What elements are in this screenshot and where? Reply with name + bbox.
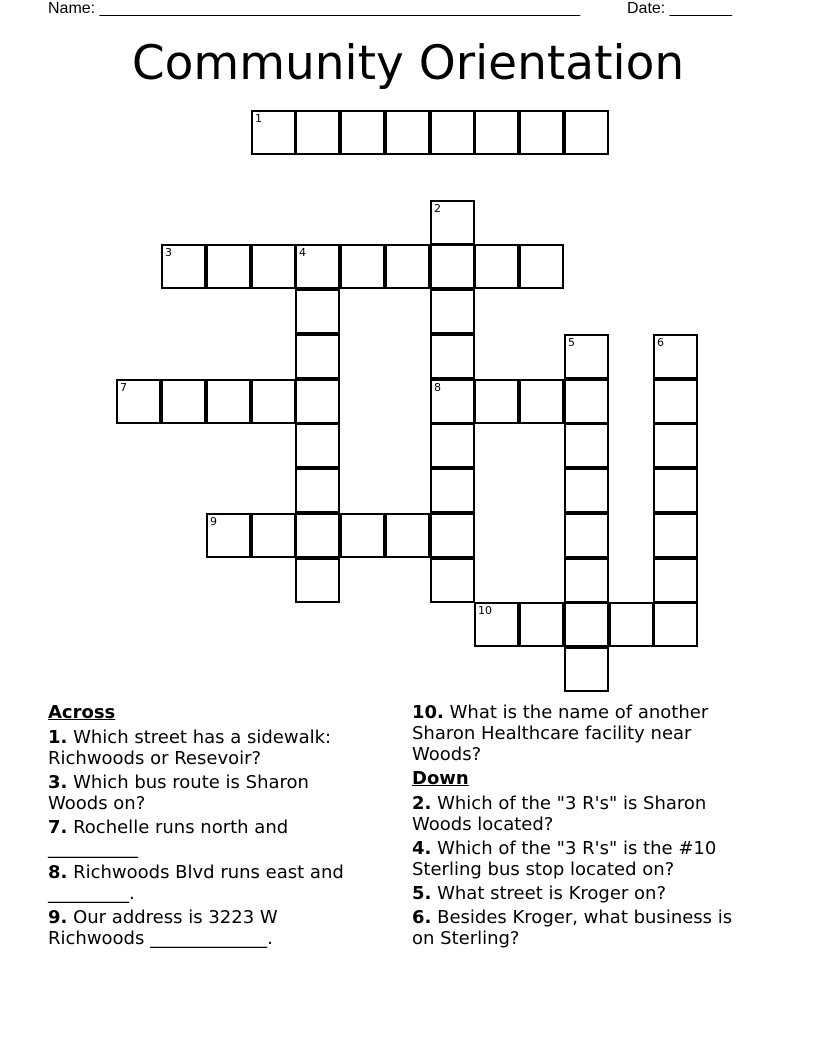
grid-cell[interactable] [251, 110, 296, 155]
clue-number: 10 [478, 604, 492, 617]
grid-cell[interactable] [653, 468, 698, 513]
page-title: Community Orientation [131, 36, 685, 91]
grid-cell[interactable] [564, 513, 609, 558]
date-field[interactable]: Date: _______ [627, 0, 732, 17]
grid-cell[interactable] [653, 558, 698, 603]
name-field[interactable]: Name: ______________________________________________________ [48, 0, 581, 17]
down-clue-4: 4. Which of the "3 R's" is the #10 Sterling bus stop located on? [412, 838, 717, 880]
grid-cell[interactable] [564, 468, 609, 513]
grid-cell[interactable] [653, 334, 698, 379]
grid-cell[interactable] [251, 244, 296, 289]
clues-left-column [48, 702, 368, 952]
grid-cell[interactable] [519, 110, 564, 155]
grid-cell[interactable] [430, 110, 475, 155]
grid-cell[interactable] [430, 513, 475, 558]
grid-cell[interactable] [474, 602, 519, 647]
grid-cell[interactable] [564, 334, 609, 379]
grid-cell[interactable] [430, 468, 475, 513]
grid-cell[interactable] [430, 289, 475, 334]
grid-cell[interactable] [385, 110, 430, 155]
clue-number: 1 [255, 112, 262, 125]
grid-cell[interactable] [251, 379, 296, 424]
across-clue-3: 3. Which bus route is Sharon Woods on? [48, 772, 309, 814]
grid-cell[interactable] [609, 602, 654, 647]
grid-cell[interactable] [161, 244, 206, 289]
grid-cell[interactable] [340, 244, 385, 289]
clues-right-column [412, 702, 752, 952]
grid-cell[interactable] [295, 244, 340, 289]
grid-cell[interactable] [474, 110, 519, 155]
grid-cell[interactable] [474, 379, 519, 424]
grid-cell[interactable] [564, 602, 609, 647]
grid-cell[interactable] [295, 423, 340, 468]
clue-number: 5 [568, 336, 575, 349]
across-clue-8: 8. Richwoods Blvd runs east and _________. [48, 862, 344, 904]
grid-cell[interactable] [340, 513, 385, 558]
grid-cell[interactable] [653, 513, 698, 558]
grid-cell[interactable] [653, 379, 698, 424]
grid-cell[interactable] [653, 602, 698, 647]
grid-cell[interactable] [519, 244, 564, 289]
clue-number: 7 [120, 381, 127, 394]
grid-cell[interactable] [161, 379, 206, 424]
across-clue-7: 7. Rochelle runs north and __________ [48, 817, 289, 859]
grid-cell[interactable] [430, 334, 475, 379]
grid-cell[interactable] [295, 110, 340, 155]
grid-cell[interactable] [251, 513, 296, 558]
grid-cell[interactable] [385, 513, 430, 558]
grid-cell[interactable] [564, 558, 609, 603]
grid-cell[interactable] [474, 244, 519, 289]
grid-cell[interactable] [295, 334, 340, 379]
grid-cell[interactable] [430, 200, 475, 245]
grid-cell[interactable] [430, 244, 475, 289]
grid-cell[interactable] [340, 110, 385, 155]
grid-cell[interactable] [430, 558, 475, 603]
grid-cell[interactable] [295, 468, 340, 513]
clue-number: 2 [434, 202, 441, 215]
clue-number: 8 [434, 381, 441, 394]
down-heading: Down [412, 768, 469, 789]
grid-cell[interactable] [295, 513, 340, 558]
grid-cell[interactable] [564, 647, 609, 692]
across-heading: Across [48, 702, 116, 723]
grid-cell[interactable] [295, 558, 340, 603]
grid-cell[interactable] [519, 602, 564, 647]
down-clue-5: 5. What street is Kroger on? [412, 883, 666, 904]
grid-cell[interactable] [653, 423, 698, 468]
down-clue-6: 6. Besides Kroger, what business is on Sterling? [412, 907, 733, 949]
clue-number: 4 [299, 246, 306, 259]
down-clue-2: 2. Which of the "3 R's" is Sharon Woods located? [412, 793, 707, 835]
grid-cell[interactable] [430, 423, 475, 468]
clue-number: 3 [165, 246, 172, 259]
grid-cell[interactable] [519, 379, 564, 424]
grid-cell[interactable] [206, 379, 251, 424]
across-clue-9: 9. Our address is 3223 W Richwoods _____________. [48, 907, 278, 949]
grid-cell[interactable] [206, 244, 251, 289]
across-clue-10: 10. What is the name of another Sharon Healthcare facility near Woods? [412, 702, 709, 765]
grid-cell[interactable] [564, 110, 609, 155]
grid-cell[interactable] [564, 423, 609, 468]
grid-cell[interactable] [385, 244, 430, 289]
across-clue-1: 1. Which street has a sidewalk: Richwoods or Resevoir? [48, 727, 332, 769]
grid-cell[interactable] [116, 379, 161, 424]
clue-number: 6 [657, 336, 664, 349]
grid-cell[interactable] [295, 289, 340, 334]
clue-number: 9 [210, 515, 217, 528]
grid-cell[interactable] [564, 379, 609, 424]
grid-cell[interactable] [295, 379, 340, 424]
grid-cell[interactable] [430, 379, 475, 424]
grid-cell[interactable] [206, 513, 251, 558]
